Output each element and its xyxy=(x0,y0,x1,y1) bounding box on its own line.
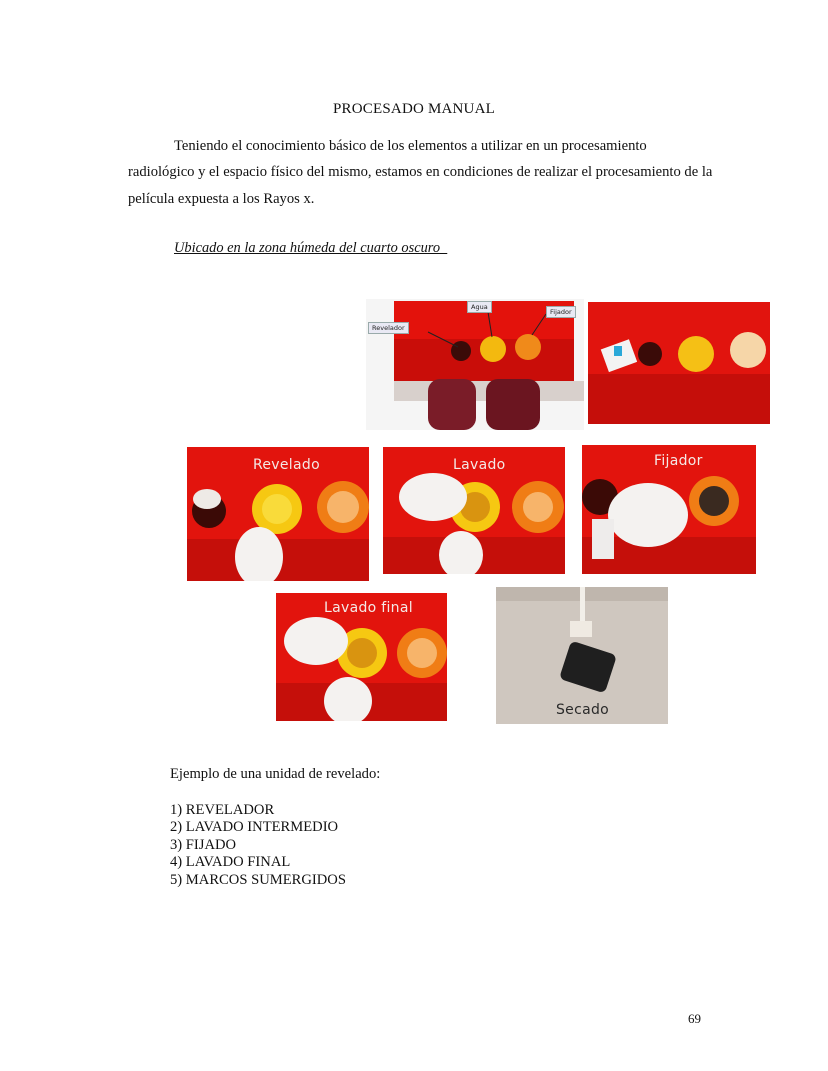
example-heading: Ejemplo de una unidad de revelado: xyxy=(170,766,381,782)
intro-line-2: radiológico y el espacio físico del mismo, estamos en condiciones de realizar el procesamiento de la xyxy=(128,164,713,180)
list-item: 1) REVELADOR xyxy=(170,802,275,818)
caption-secado: Secado xyxy=(556,702,610,718)
caption-lavado: Lavado xyxy=(453,457,506,473)
photo-fijador xyxy=(582,445,756,574)
steps-list xyxy=(170,802,346,889)
list-item: 2) LAVADO INTERMEDIO xyxy=(170,819,339,836)
photo-tank-overview xyxy=(366,299,584,430)
caption-fijador: Fijador xyxy=(654,453,703,469)
photo-tank-closeup xyxy=(588,302,770,424)
photo-lavado xyxy=(383,447,565,574)
page-title: PROCESADO MANUAL xyxy=(333,101,495,117)
section-subheading: Ubicado en la zona húmeda del cuarto oscuro xyxy=(174,240,448,256)
list-item: 4) LAVADO FINAL xyxy=(170,854,291,871)
tag-fijador: Fijador xyxy=(546,306,576,318)
caption-lavado-final: Lavado final xyxy=(324,600,413,616)
photo-lavado-final xyxy=(276,593,447,721)
list-item: 3) FIJADO xyxy=(170,836,237,853)
tag-revelador: Revelador xyxy=(368,322,409,334)
photo-secado xyxy=(496,587,668,724)
list-item: 5) MARCOS SUMERGIDOS xyxy=(170,871,346,888)
intro-line-1: Teniendo el conocimiento básico de los elementos a utilizar en un procesamiento xyxy=(174,138,647,154)
intro-line-3: película expuesta a los Rayos x. xyxy=(128,191,315,207)
caption-revelado: Revelado xyxy=(253,457,320,473)
page-number: 69 xyxy=(688,1011,701,1026)
photo-revelado xyxy=(187,447,369,581)
tag-agua: Agua xyxy=(467,301,492,313)
